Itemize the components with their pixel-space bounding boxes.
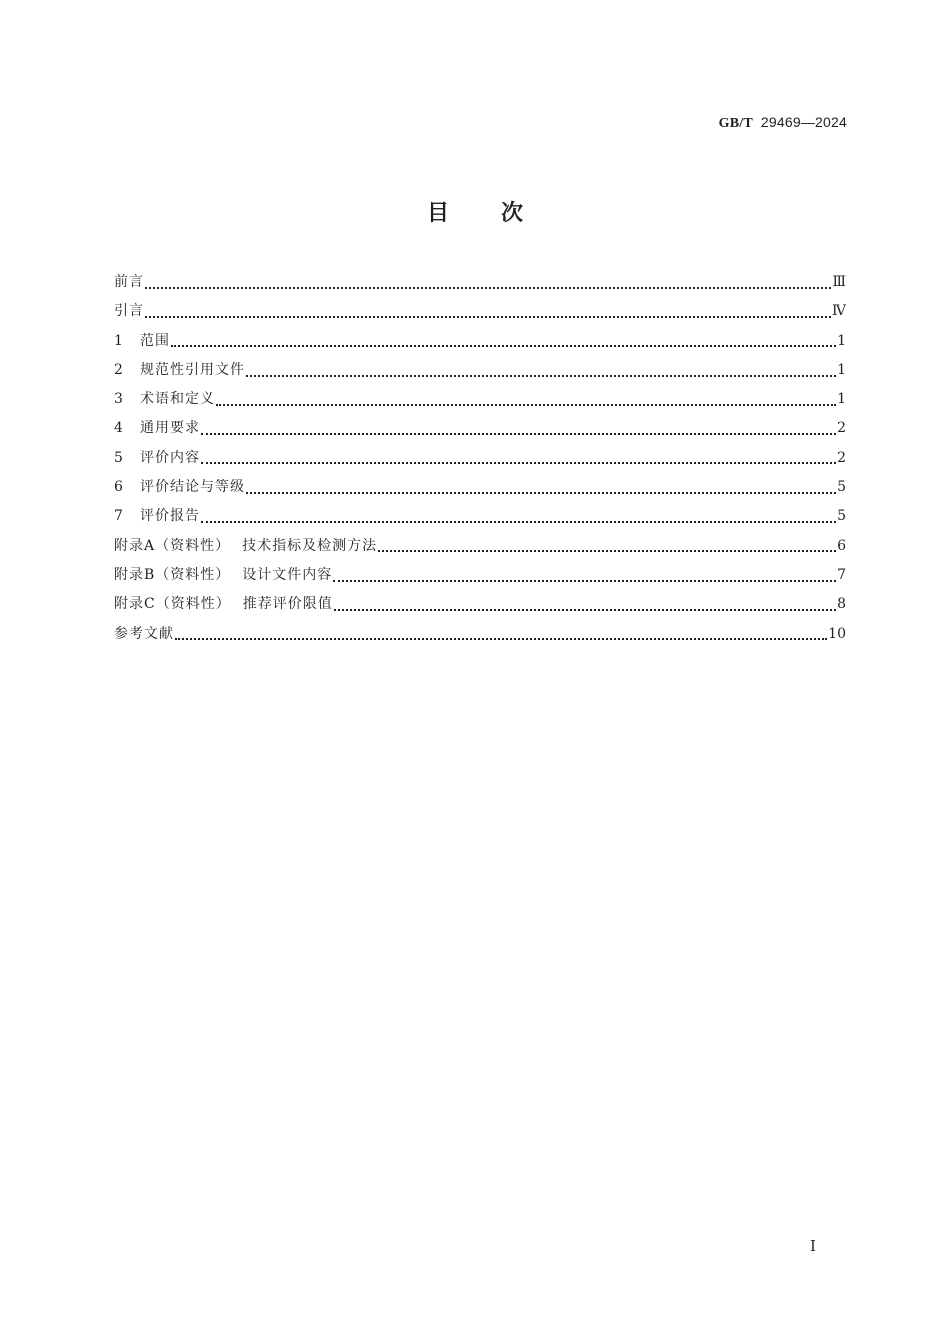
toc-entry-number: 2 bbox=[114, 361, 123, 378]
toc-leader-dots bbox=[246, 484, 836, 498]
standard-code bbox=[719, 114, 847, 132]
toc-leader-dots bbox=[145, 308, 831, 322]
toc-entry-label: 设计文件内容 bbox=[242, 566, 333, 583]
toc-entry[interactable] bbox=[114, 417, 846, 446]
toc-entry[interactable] bbox=[114, 505, 846, 534]
toc-entry-page: 10 bbox=[828, 625, 846, 642]
toc-entry-page: 5 bbox=[837, 479, 846, 496]
toc-entry-number: 5 bbox=[114, 449, 123, 466]
toc-entry[interactable] bbox=[114, 330, 846, 359]
toc-entry-label: 通用要求 bbox=[140, 420, 200, 437]
toc-entry[interactable] bbox=[114, 593, 846, 622]
toc-entry-appendix: 附录C（资料性） bbox=[114, 596, 231, 613]
toc-entry-page: 2 bbox=[837, 420, 846, 437]
toc-entry-label: 评价结论与等级 bbox=[140, 479, 245, 496]
toc-entry-page: 1 bbox=[837, 361, 846, 378]
toc-leader-dots bbox=[171, 337, 836, 351]
table-of-contents bbox=[114, 271, 846, 652]
toc-leader-dots bbox=[201, 425, 836, 439]
toc-leader-dots bbox=[216, 396, 836, 410]
toc-entry[interactable] bbox=[114, 564, 846, 593]
toc-entry-page: 2 bbox=[837, 449, 846, 466]
toc-entry-label: 前言 bbox=[114, 274, 144, 290]
toc-entry-page: 8 bbox=[837, 596, 846, 613]
toc-entry-label: 引言 bbox=[114, 303, 144, 320]
toc-entry-label: 规范性引用文件 bbox=[140, 361, 245, 378]
toc-entry-page: Ⅳ bbox=[832, 303, 846, 320]
toc-leader-dots bbox=[145, 279, 831, 293]
toc-entry-page: 1 bbox=[837, 332, 846, 349]
toc-entry-number: 4 bbox=[114, 420, 123, 437]
toc-leader-dots bbox=[334, 601, 836, 615]
toc-entry-number: 1 bbox=[114, 332, 123, 349]
toc-entry-label: 技术指标及检测方法 bbox=[242, 537, 378, 554]
standard-prefix: GB/T bbox=[718, 116, 753, 131]
toc-entry-number: 3 bbox=[114, 391, 123, 408]
toc-leader-dots bbox=[175, 630, 827, 644]
toc-entry-label: 评价内容 bbox=[140, 449, 200, 466]
toc-entry[interactable] bbox=[114, 359, 846, 388]
toc-entry[interactable] bbox=[114, 271, 846, 300]
toc-entry-page: 1 bbox=[837, 391, 846, 408]
toc-entry[interactable] bbox=[114, 447, 846, 476]
toc-entry[interactable] bbox=[114, 388, 846, 417]
toc-entry-page: 7 bbox=[837, 566, 846, 583]
toc-title: 目次 bbox=[426, 201, 575, 226]
toc-entry-label: 术语和定义 bbox=[140, 391, 215, 408]
toc-entry[interactable] bbox=[114, 535, 846, 564]
toc-entry-label: 推荐评价限值 bbox=[242, 596, 333, 613]
toc-entry-page: Ⅲ bbox=[832, 274, 846, 290]
toc-entry-page: 6 bbox=[837, 537, 846, 554]
toc-entry[interactable] bbox=[114, 476, 846, 505]
toc-entry-appendix: 附录B（资料性） bbox=[114, 566, 231, 583]
toc-entry-appendix: 附录A（资料性） bbox=[114, 537, 231, 554]
toc-leader-dots bbox=[246, 367, 836, 381]
toc-leader-dots bbox=[378, 542, 836, 556]
toc-entry-number: 7 bbox=[114, 508, 123, 525]
toc-entry-label: 评价报告 bbox=[140, 508, 200, 525]
toc-entry[interactable] bbox=[114, 300, 846, 329]
toc-entry-page: 5 bbox=[837, 508, 846, 525]
standard-number: 29469—2024 bbox=[760, 114, 847, 130]
page-number: Ⅰ bbox=[810, 1237, 816, 1255]
toc-entry-number: 6 bbox=[114, 479, 123, 496]
toc-entry-label: 范围 bbox=[140, 332, 170, 349]
toc-leader-dots bbox=[201, 454, 836, 468]
toc-entry-label: 参考文献 bbox=[114, 625, 174, 642]
toc-leader-dots bbox=[333, 572, 836, 586]
toc-leader-dots bbox=[201, 513, 836, 527]
toc-entry[interactable] bbox=[114, 623, 846, 652]
